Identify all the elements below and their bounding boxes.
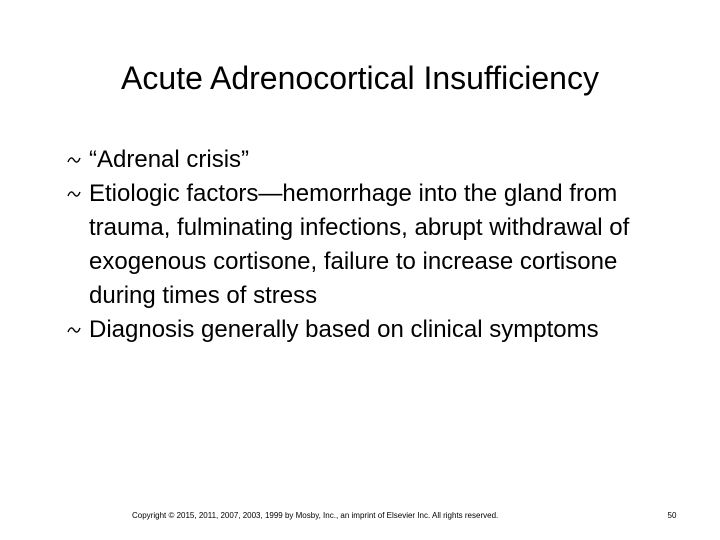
copyright-notice: Copyright © 2015, 2011, 2007, 2003, 1999 by Mosby, Inc., an imprint of Elsevier Inc. All rights reserved.: [132, 511, 499, 520]
slide-footer: [0, 510, 720, 524]
bullet-text: “Adrenal crisis”: [89, 146, 250, 173]
page-number: 50: [667, 511, 677, 520]
slide-title: Acute Adrenocortical Insufficiency: [121, 60, 599, 96]
bullet-item: [60, 143, 660, 177]
bullet-item: [60, 313, 660, 347]
bullet-list: [60, 143, 660, 347]
bullet-text: Etiologic factors—hemorrhage into the gland from trauma, fulminating infections, abrupt withdrawal of exogenous cortisone, failure to increase cortisone during times of stress: [89, 180, 630, 309]
wavy-bullet-icon: [67, 325, 81, 335]
wavy-bullet-icon: [67, 155, 81, 165]
bullet-item: [60, 177, 660, 313]
bullet-text: Diagnosis generally based on clinical symptoms: [89, 316, 599, 343]
wavy-bullet-icon: [67, 189, 81, 199]
